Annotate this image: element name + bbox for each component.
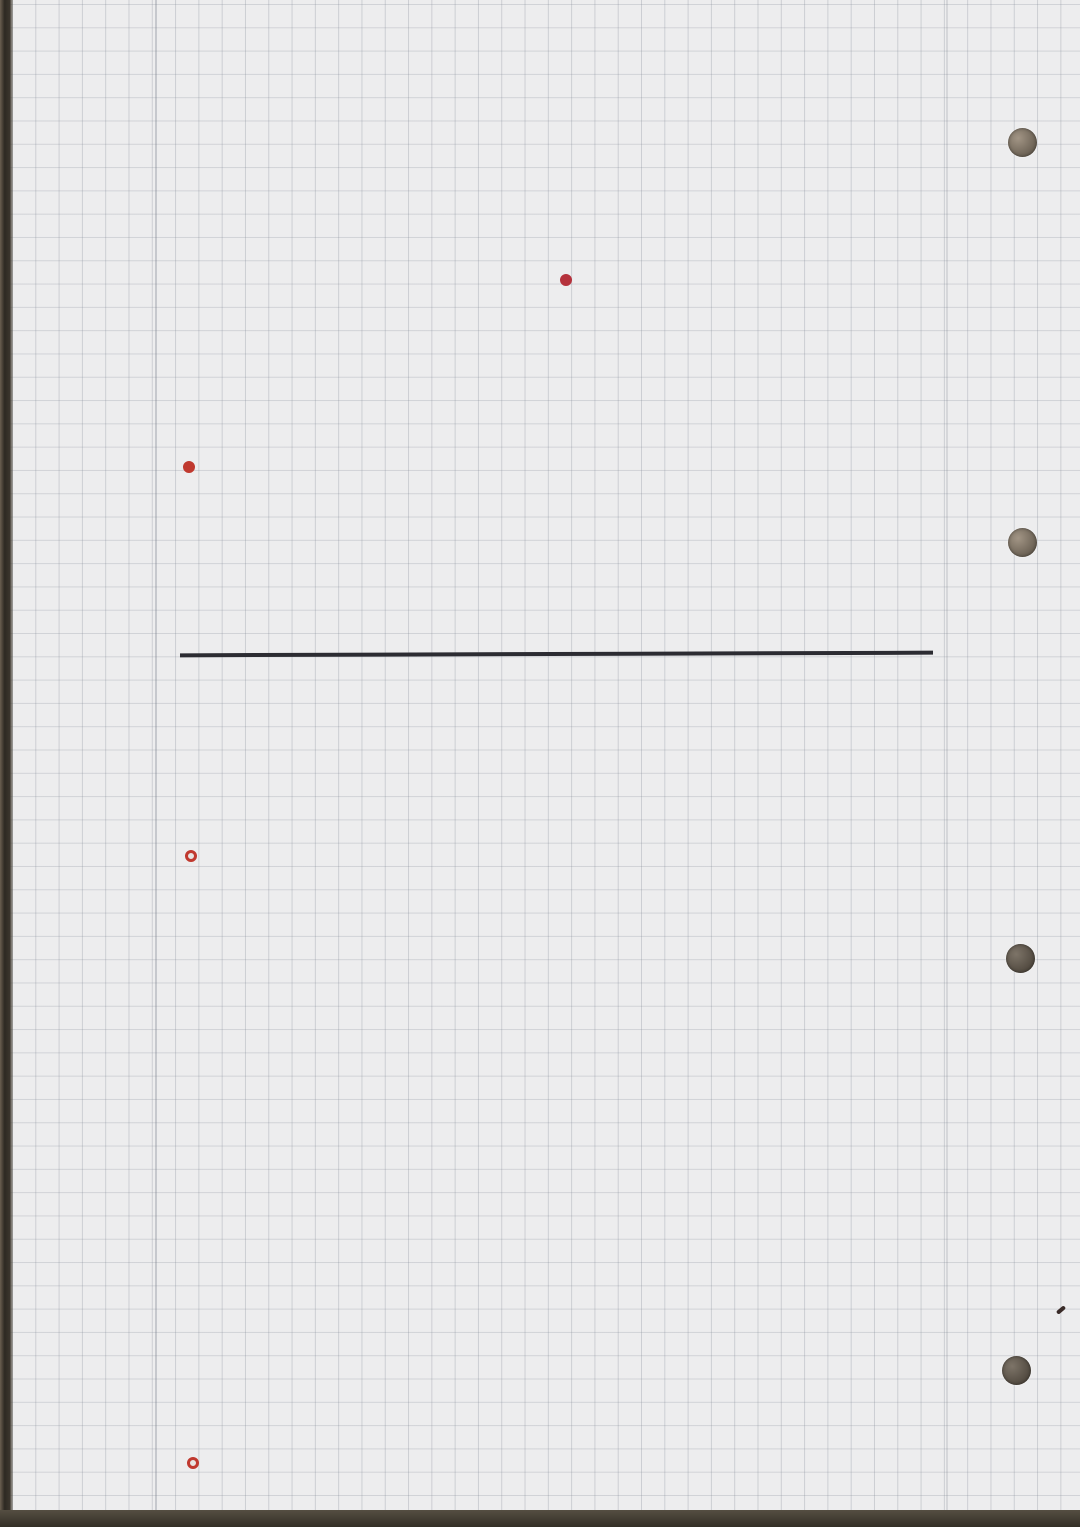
punch-hole <box>1008 528 1037 557</box>
page-edge-left <box>0 0 13 1527</box>
answer-bullet-icon <box>183 461 195 473</box>
answer-bullet-icon <box>185 850 197 862</box>
impulse-time-chart <box>160 1000 980 1400</box>
punch-hole <box>1002 1356 1031 1385</box>
page-edge-bottom <box>0 1510 1080 1527</box>
solution-bullet-icon <box>560 274 572 286</box>
punch-hole <box>1008 128 1037 157</box>
paper-crease-left <box>155 0 157 1527</box>
answer-bullet-icon <box>187 1457 199 1469</box>
punch-hole <box>1006 944 1035 973</box>
